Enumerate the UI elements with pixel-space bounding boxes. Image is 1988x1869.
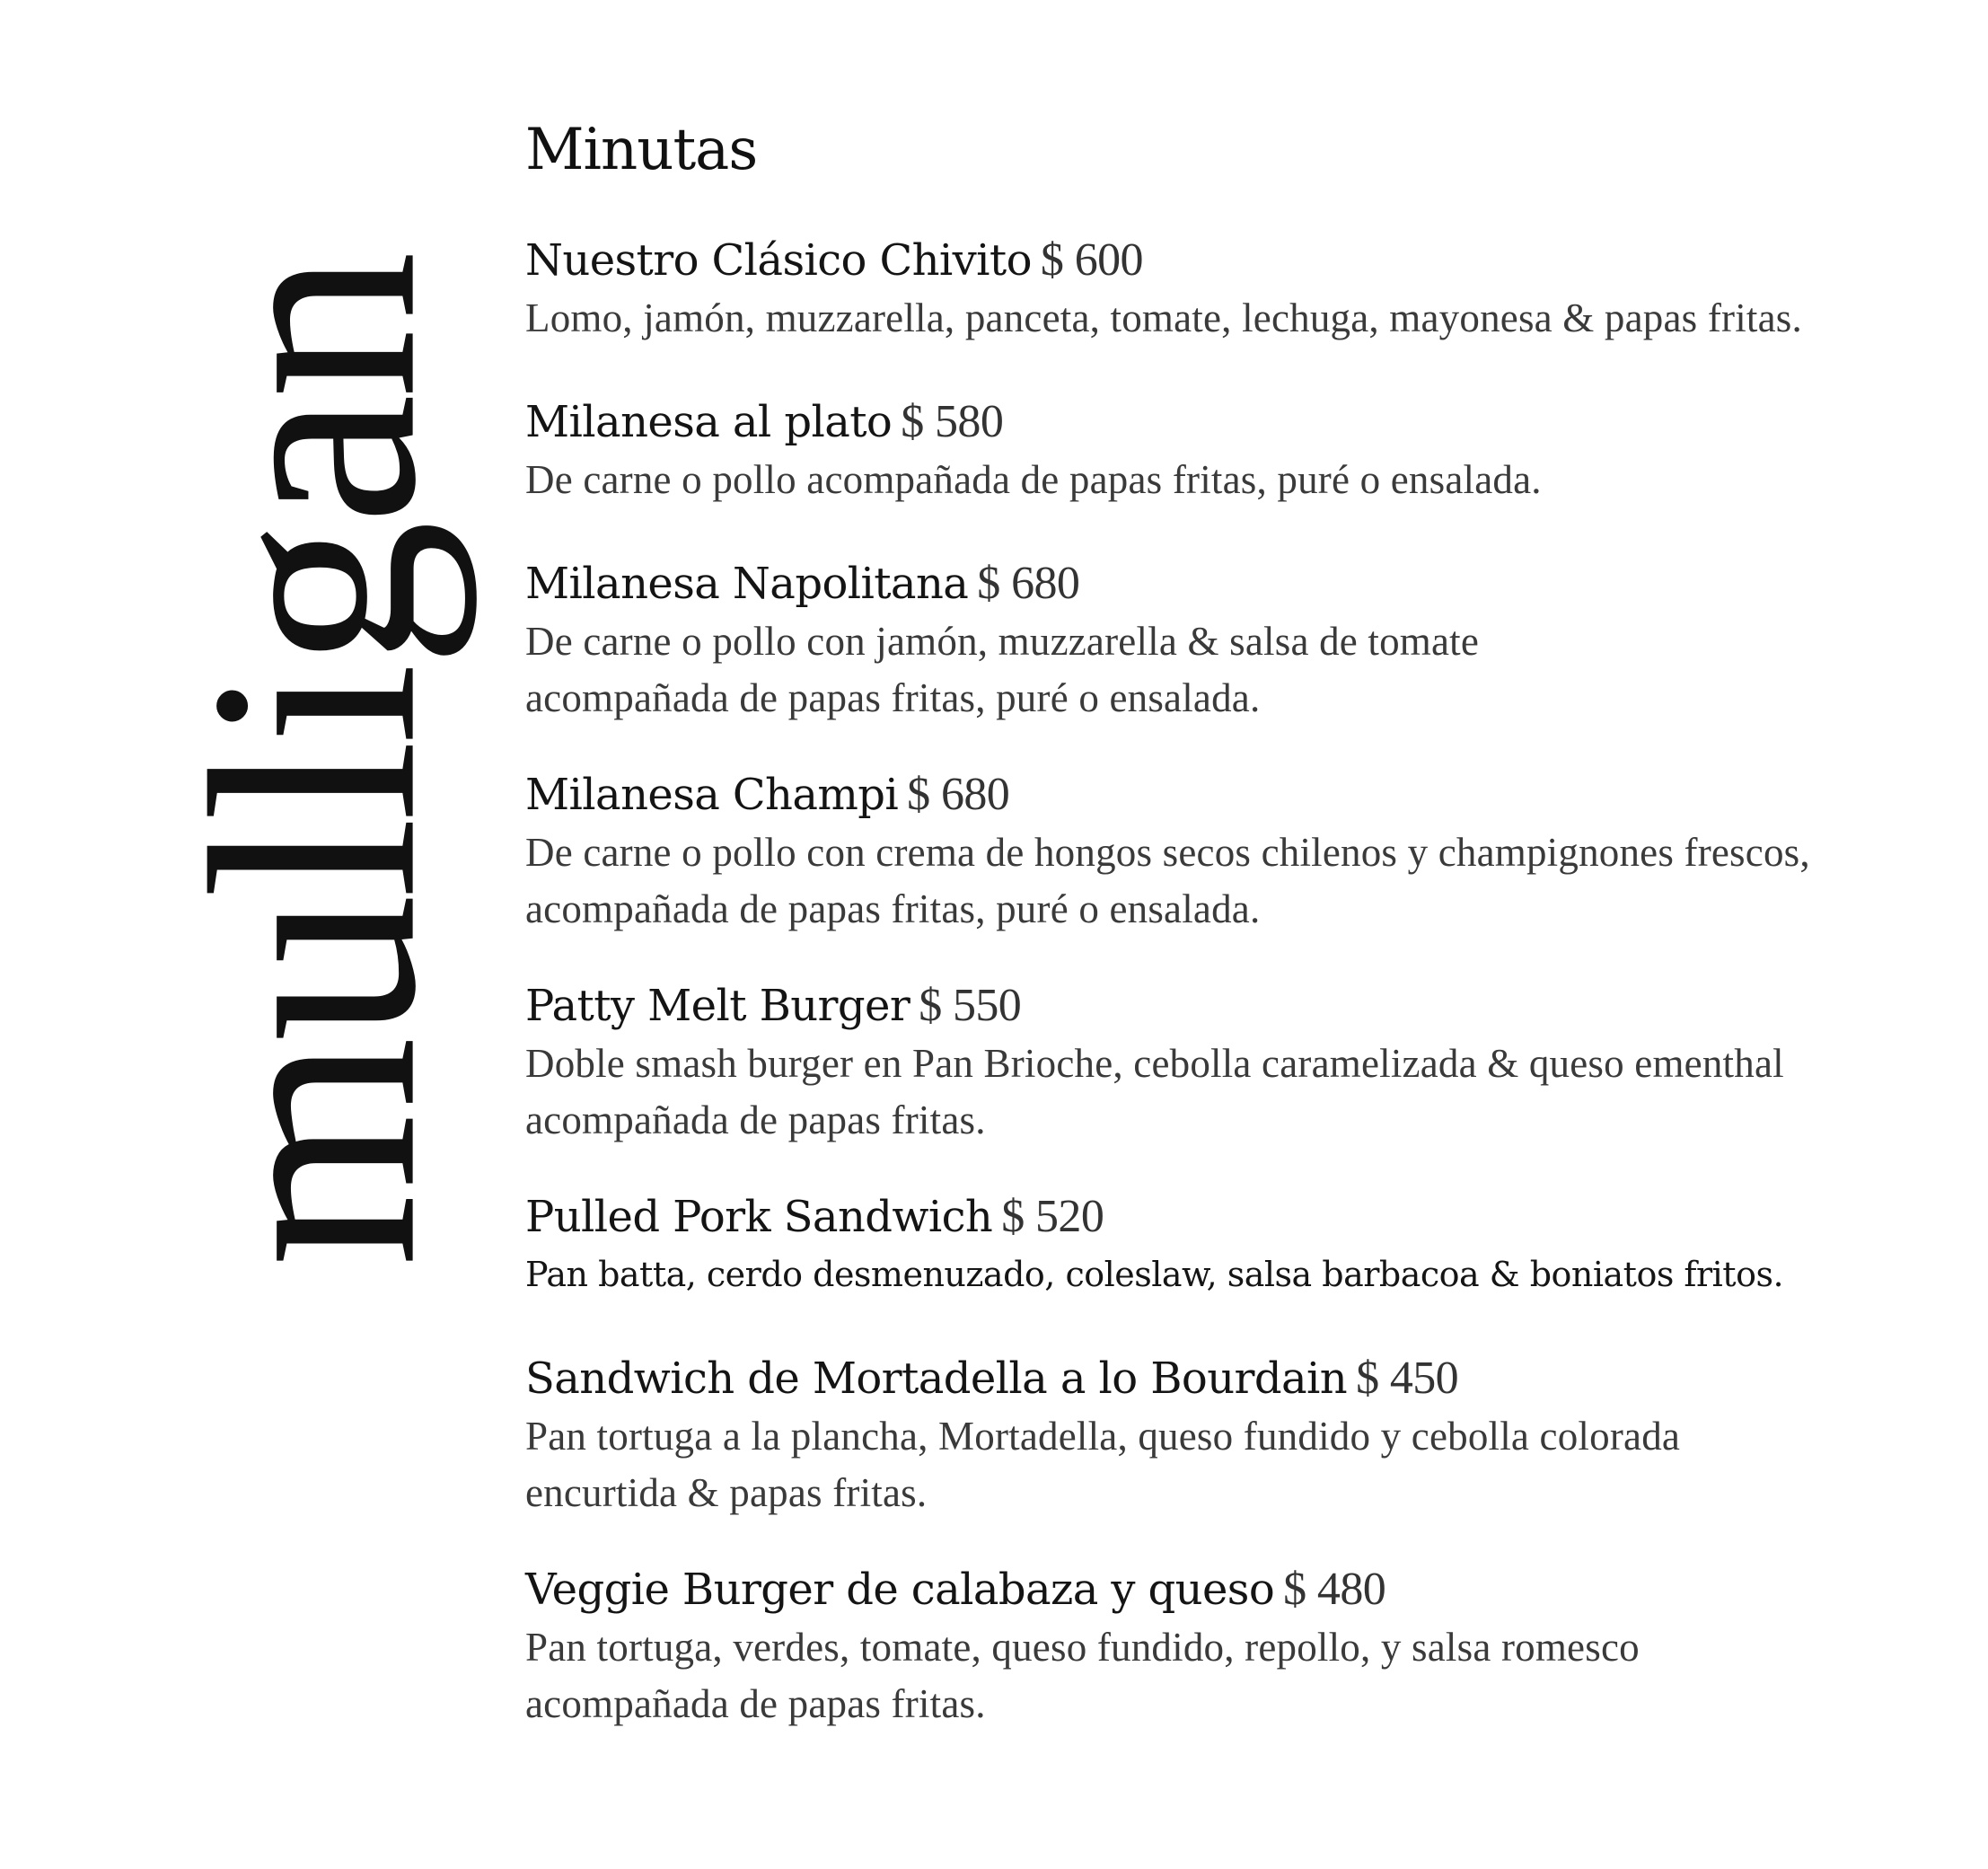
menu-item-price: $ 520 <box>1001 1191 1104 1242</box>
menu-item-description <box>525 824 1953 938</box>
menu-item-price: $ 450 <box>1356 1353 1459 1404</box>
menu-item-heading <box>525 1351 1953 1406</box>
description-line: De carne o pollo con jamón, muzzarella & salsa de tomate <box>525 619 1480 664</box>
description-line: De carne o pollo acompañada de papas fritas, puré o ensalada. <box>525 457 1542 502</box>
menu-item-name: Patty Melt Burger <box>525 981 910 1031</box>
section-title: Minutas <box>525 117 758 183</box>
brand-name: mulligan <box>150 256 478 1267</box>
description-line: acompañada de papas fritas, puré o ensalada. <box>525 886 1261 931</box>
menu-item-price: $ 480 <box>1283 1564 1386 1615</box>
menu-item-description <box>525 1619 1953 1732</box>
menu-item-heading <box>525 1189 1953 1245</box>
menu-item-name: Milanesa al plato <box>525 397 893 447</box>
menu-item-heading <box>525 767 1953 823</box>
menu-item-price: $ 600 <box>1040 234 1143 286</box>
menu-item-heading <box>525 556 1953 612</box>
menu-item-name: Milanesa Champi <box>525 770 899 820</box>
menu-item-heading <box>525 394 1953 450</box>
description-line: Pan tortuga, verdes, tomate, queso fundido, repollo, y salsa romesco <box>525 1625 1640 1670</box>
menu-item-description <box>525 1036 1953 1149</box>
description-line: acompañada de papas fritas. <box>525 1681 986 1726</box>
menu-item-name: Nuestro Clásico Chivito <box>525 235 1032 286</box>
description-line: encurtida & papas fritas. <box>525 1470 928 1515</box>
menu-item-mortadella-sandwich <box>525 1351 1953 1521</box>
brand-logo <box>150 133 478 1390</box>
menu-item-price: $ 550 <box>919 980 1022 1031</box>
menu-item-description <box>525 452 1953 508</box>
menu-item-heading <box>525 978 1953 1034</box>
menu-item-veggie-burger <box>525 1562 1953 1732</box>
menu-item-price: $ 680 <box>907 769 1010 820</box>
menu-item-name: Veggie Burger de calabaza y queso <box>525 1565 1275 1615</box>
menu-item-heading <box>525 1562 1953 1618</box>
menu-item-heading <box>525 233 1953 288</box>
menu-item-name: Pulled Pork Sandwich <box>525 1192 993 1242</box>
menu-item-milanesa-napolitana <box>525 556 1953 727</box>
menu-item-chivito <box>525 233 1953 347</box>
menu-item-milanesa-al-plato <box>525 394 1953 508</box>
description-line: Pan tortuga a la plancha, Mortadella, queso fundido y cebolla colorada <box>525 1414 1681 1459</box>
menu-item-price: $ 680 <box>977 558 1080 609</box>
description-line: acompañada de papas fritas, puré o ensalada. <box>525 675 1261 720</box>
menu-item-name: Sandwich de Mortadella a lo Bourdain <box>525 1353 1348 1404</box>
description-line: acompañada de papas fritas. <box>525 1098 986 1142</box>
description-line: Lomo, jamón, muzzarella, panceta, tomate, lechuga, mayonesa & papas fritas. <box>525 295 1802 340</box>
menu-item-name: Milanesa Napolitana <box>525 559 969 609</box>
menu-item-description <box>525 1247 1953 1303</box>
menu-item-description <box>525 1408 1953 1521</box>
menu-item-description <box>525 613 1953 727</box>
menu-item-price: $ 580 <box>901 396 1004 447</box>
menu-item-patty-melt-burger <box>525 978 1953 1149</box>
menu-section <box>525 112 1953 1732</box>
description-line: Pan batta, cerdo desmenuzado, coleslaw, salsa barbacoa & boniatos fritos. <box>525 1255 1784 1294</box>
description-line: De carne o pollo con crema de hongos secos chilenos y champignones frescos, <box>525 830 1810 875</box>
menu-item-milanesa-champi <box>525 767 1953 938</box>
menu-item-pulled-pork-sandwich <box>525 1189 1953 1303</box>
description-line: Doble smash burger en Pan Brioche, cebolla caramelizada & queso ementhal <box>525 1041 1784 1086</box>
menu-item-description <box>525 290 1953 347</box>
